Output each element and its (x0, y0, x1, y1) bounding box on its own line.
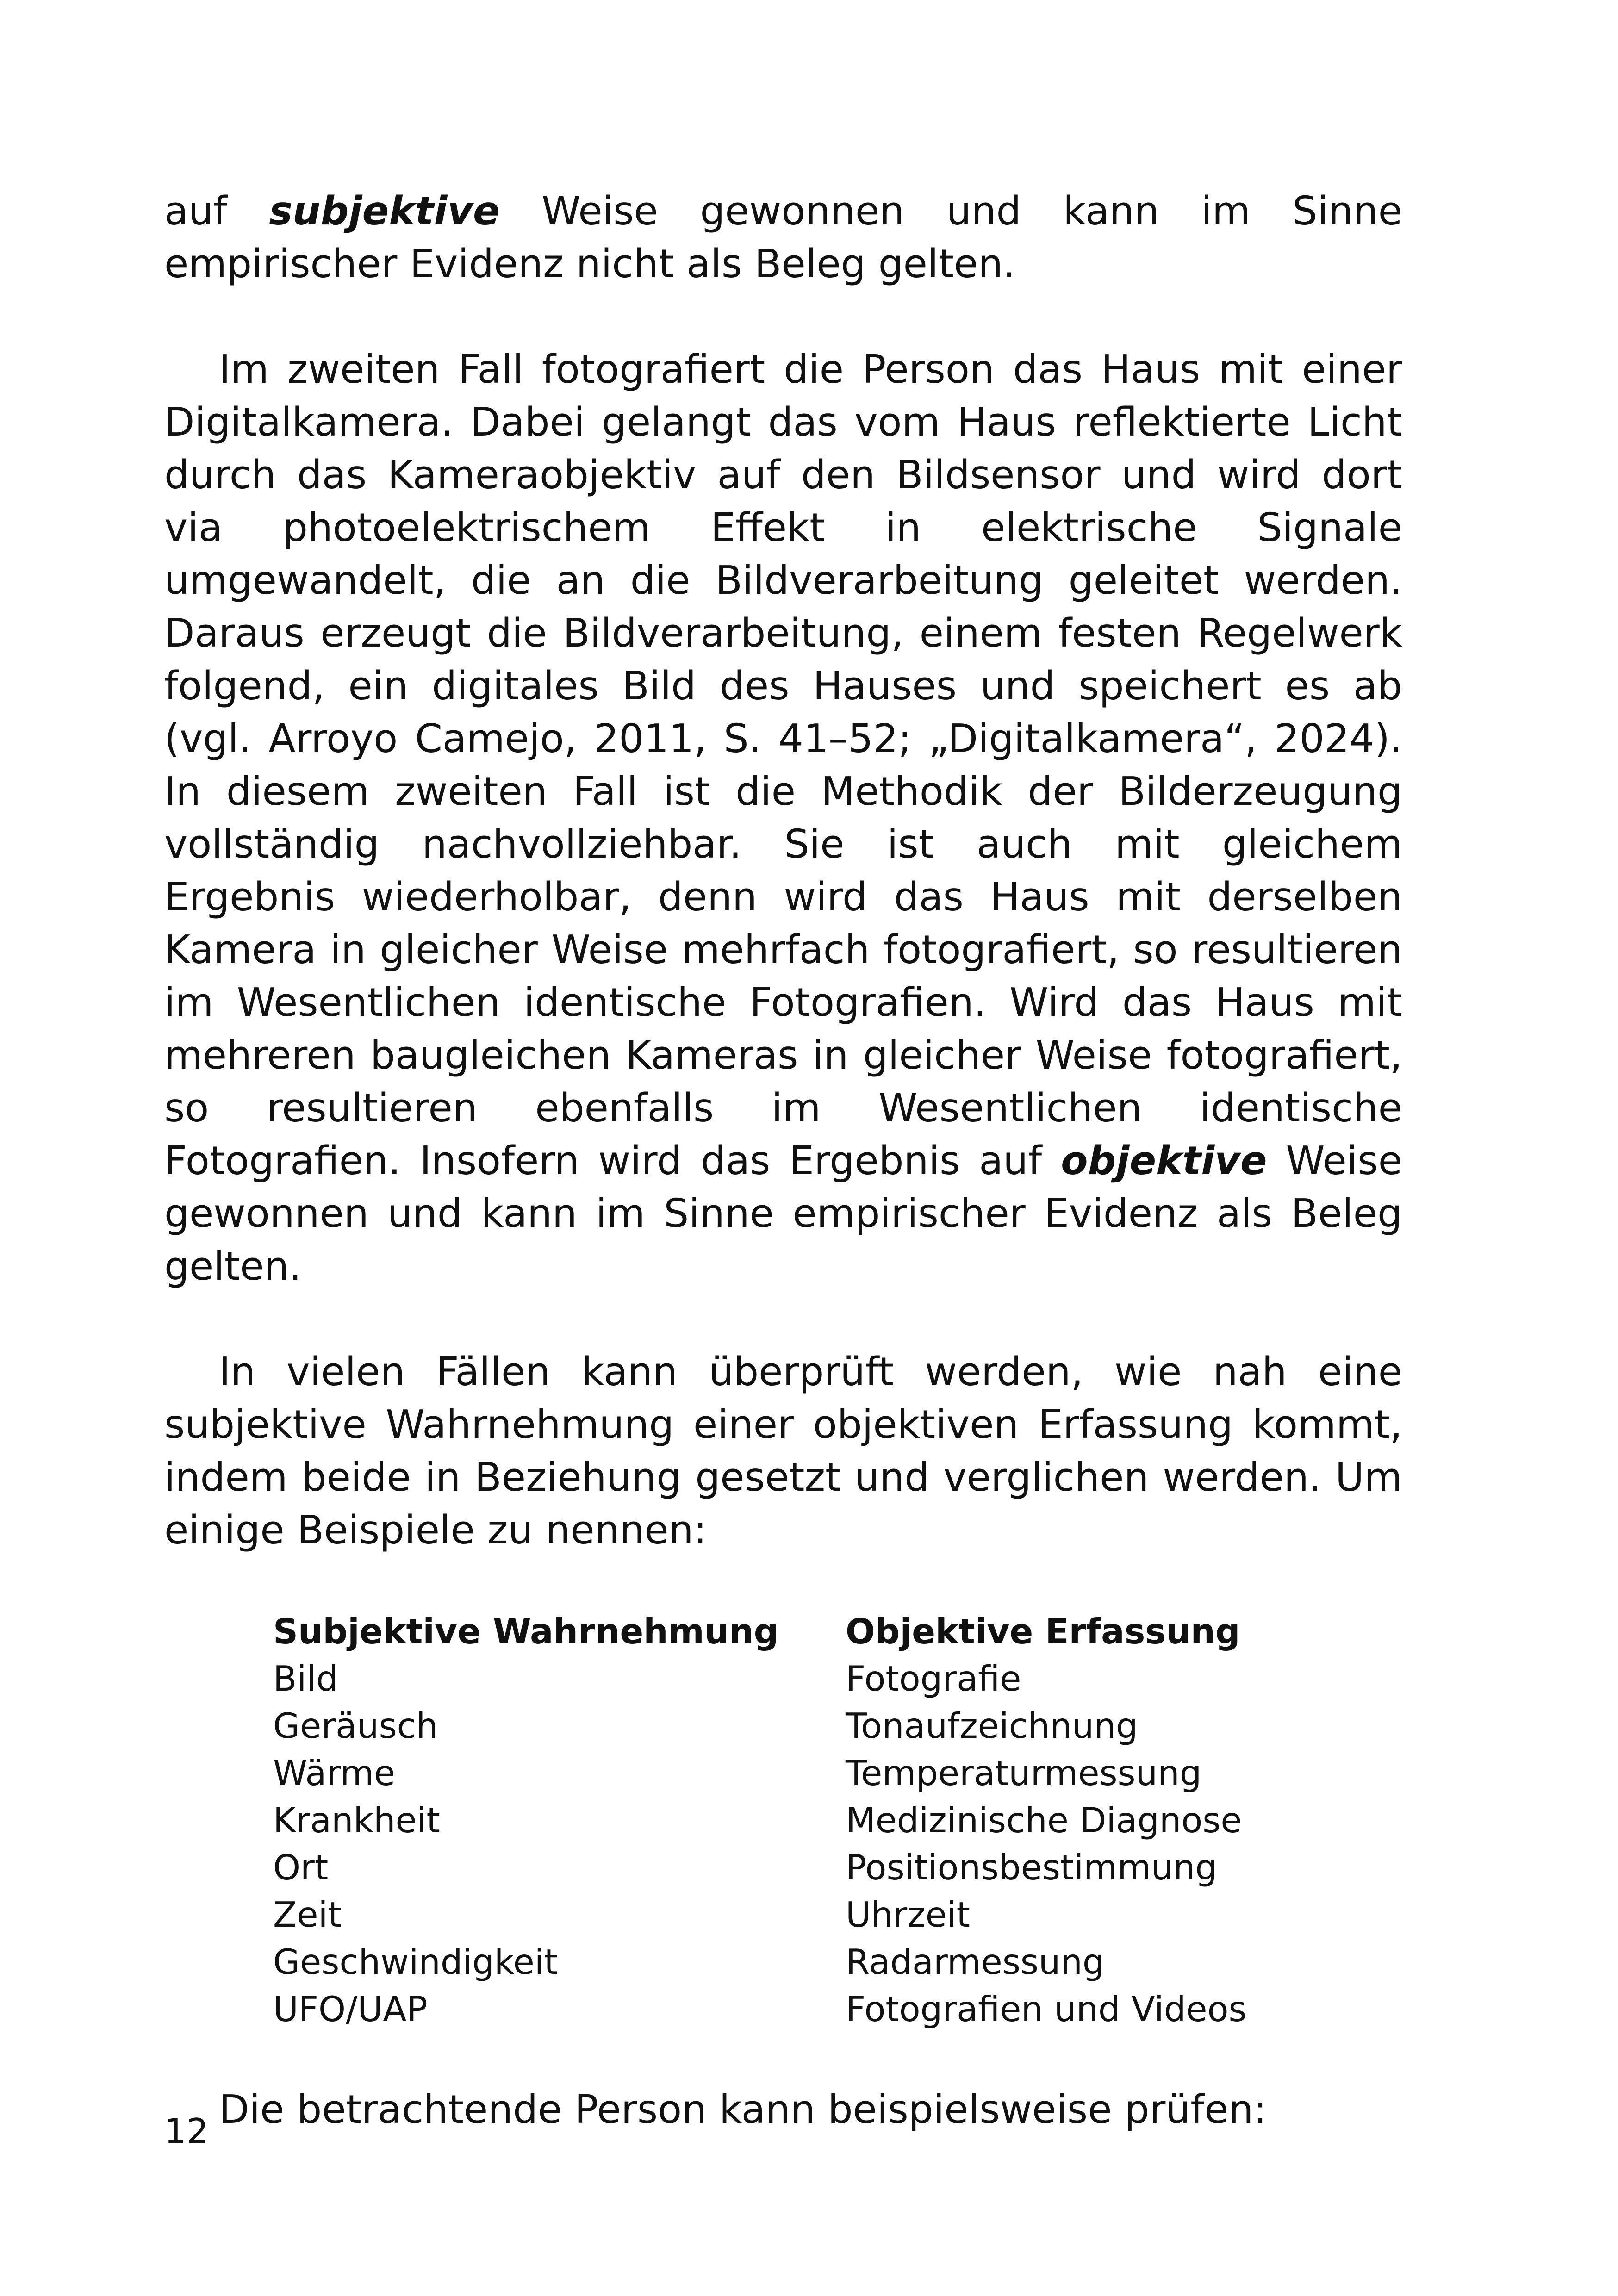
paragraph-3-text: In vielen Fällen kann überprüft werden, wie nah eine subjektive Wahrnehmung einer objektiven Erfassung kommt, indem beide in Beziehung gesetzt und verglichen werden. Um einige Beispiele zu nennen: (164, 1349, 1402, 1553)
objective-cell: Uhrzeit (846, 1894, 971, 1935)
header-subjective: Subjektive Wahrnehmung (273, 1611, 779, 1652)
paragraph-1-lead: auf (164, 188, 269, 234)
comparison-table (273, 1608, 1402, 2033)
paragraph-spacer (164, 291, 1402, 343)
objective-cell: Medizinische Diagnose (846, 1800, 1242, 1841)
objective-cell: Tonaufzeichnung (846, 1705, 1138, 1746)
paragraph-2-rest: Weise gewonnen und kann im Sinne empirischer Evidenz als Beleg gelten. (164, 1138, 1402, 1289)
objective-cell: Fotografie (846, 1658, 1021, 1699)
subjective-cell: UFO/UAP (273, 1989, 428, 2029)
subjective-cell: Wärme (273, 1753, 396, 1793)
emphasis-objektive: objektive (1061, 1138, 1267, 1184)
subjective-cell: Ort (273, 1847, 329, 1888)
subjective-cell: Zeit (273, 1894, 342, 1935)
emphasis-subjektive: subjektive (269, 188, 500, 234)
subjective-cell: Krankheit (273, 1800, 440, 1841)
objective-cell: Fotografien und Videos (846, 1989, 1247, 2029)
subjective-cell: Geschwindigkeit (273, 1941, 558, 1982)
paragraph-digital-camera (164, 343, 1402, 1293)
page-body (164, 185, 1402, 2176)
paragraph-subjective-conclusion (164, 185, 1402, 291)
header-objective: Objektive Erfassung (846, 1611, 1240, 1652)
subjective-cell: Bild (273, 1658, 338, 1699)
paragraph-1-rest: Weise gewonnen und kann im Sinne empirischer Evidenz nicht als Beleg gelten. (164, 188, 1403, 287)
subjective-cell: Geräusch (273, 1705, 438, 1746)
paragraph-comparison-intro (164, 1346, 1402, 1557)
objective-cell: Positionsbestimmung (846, 1847, 1217, 1888)
page-number: 12 (164, 2111, 209, 2152)
paragraph-2-text: Im zweiten Fall fotografiert die Person das Haus mit einer Digitalkamera. Dabei gelangt das vom Haus reflektierte Licht durch das Kameraobjektiv auf den Bildsensor und wird dort via photoelektrischem Effekt in elektrische Signale umgewandelt, die an die Bildverarbeitung geleitet werden. Daraus erzeugt die Bildverarbeitung, einem festen Regelwerk folgend, ein digitales Bild des Hauses und speichert es ab (vgl. Arroyo Camejo, 2011, S. 41–52; „Digitalkamera“, 2024). In diesem zweiten Fall ist die Methodik der Bilderzeugung vollständig nachvollziehbar. Sie ist auch mit gleichem Ergebnis wiederholbar, denn wird das Haus mit derselben Kamera in gleicher Weise mehrfach fotografiert, so resultieren im Wesentlichen identische Fotografien. Wird das Haus mit mehreren baugleichen Kameras in gleicher Weise fotografiert, so resultieren ebenfalls im Wesentlichen identische Fotografien. Insofern wird das Ergebnis auf (164, 347, 1402, 1184)
objective-cell: Temperaturmessung (846, 1753, 1202, 1793)
closing-line: Die betrachtende Person kann beispielsweise prüfen: (219, 2087, 1267, 2133)
objective-cell: Radarmessung (846, 1941, 1105, 1982)
paragraph-spacer (164, 1293, 1402, 1346)
